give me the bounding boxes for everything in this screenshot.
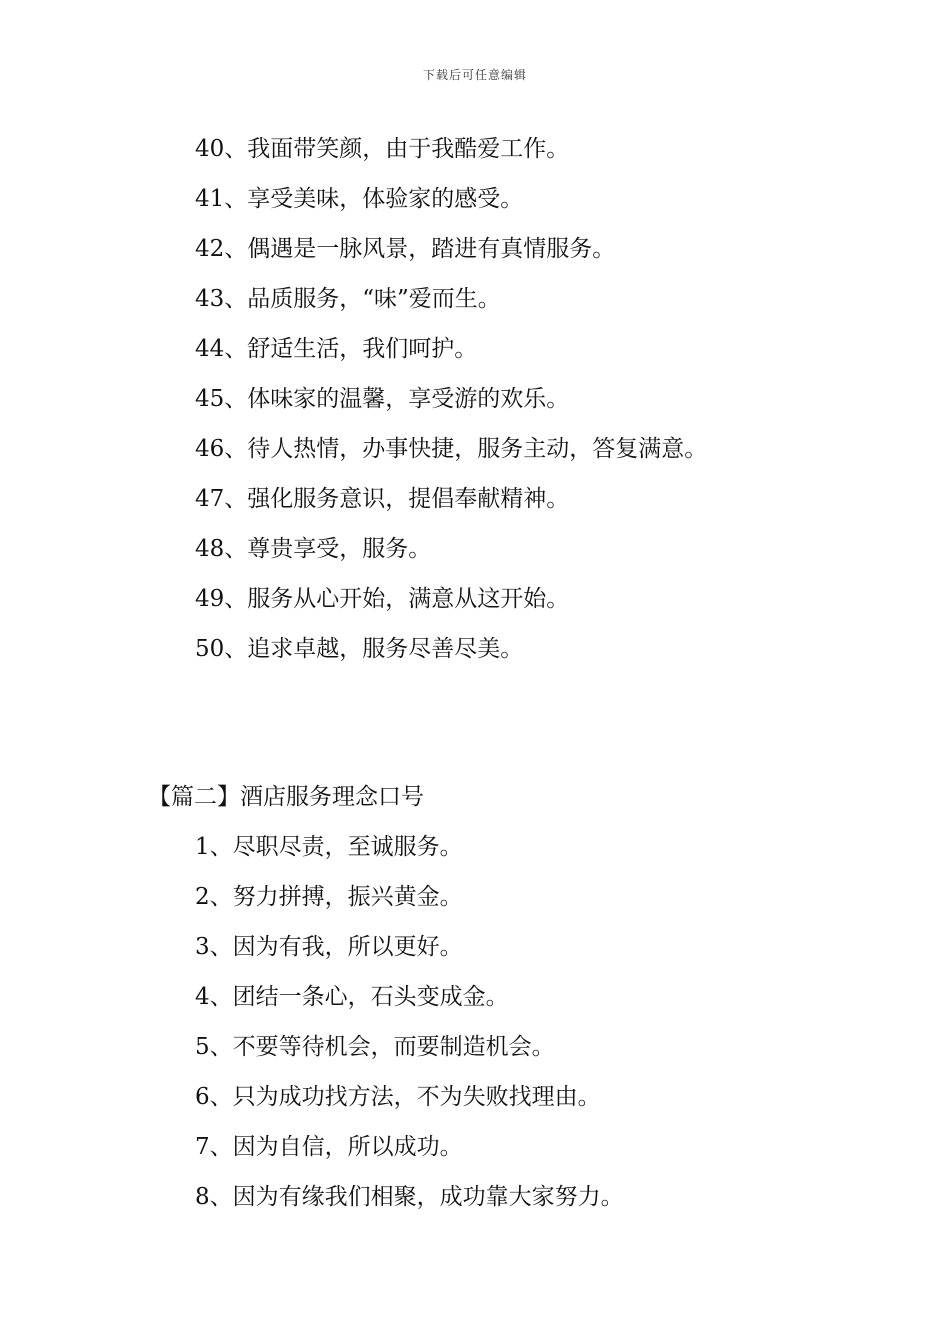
section-heading: 【篇二】酒店服务理念口号 bbox=[148, 784, 424, 810]
list-item: 44、舒适生活，我们呵护。 bbox=[195, 336, 478, 362]
list-item: 7、因为自信，所以成功。 bbox=[195, 1134, 463, 1160]
list-item: 2、努力拼搏，振兴黄金。 bbox=[195, 884, 463, 910]
list-item: 43、品质服务，“味”爱而生。 bbox=[195, 286, 501, 312]
list-item: 46、待人热情，办事快捷，服务主动，答复满意。 bbox=[195, 436, 708, 462]
list-item: 50、追求卓越，服务尽善尽美。 bbox=[195, 636, 524, 662]
list-item: 3、因为有我，所以更好。 bbox=[195, 934, 463, 960]
list-item: 47、强化服务意识，提倡奉献精神。 bbox=[195, 486, 570, 512]
page-header-note: 下载后可任意编辑 bbox=[422, 68, 527, 82]
list-item: 42、偶遇是一脉风景，踏进有真情服务。 bbox=[195, 236, 616, 262]
list-item: 1、尽职尽责，至诚服务。 bbox=[195, 834, 463, 860]
list-item: 40、我面带笑颜，由于我酷爱工作。 bbox=[195, 136, 570, 162]
list-item: 6、只为成功找方法，不为失败找理由。 bbox=[195, 1084, 601, 1110]
slogan-list-2 bbox=[195, 829, 624, 1229]
list-item: 5、不要等待机会，而要制造机会。 bbox=[195, 1034, 555, 1060]
list-item: 49、服务从心开始，满意从这开始。 bbox=[195, 586, 570, 612]
list-item: 41、享受美味，体验家的感受。 bbox=[195, 186, 524, 212]
slogan-list-1 bbox=[195, 131, 707, 681]
list-item: 45、体味家的温馨，享受游的欢乐。 bbox=[195, 386, 570, 412]
list-item: 48、尊贵享受，服务。 bbox=[195, 536, 432, 562]
list-item: 8、因为有缘我们相聚，成功靠大家努力。 bbox=[195, 1184, 624, 1210]
list-item: 4、团结一条心，石头变成金。 bbox=[195, 984, 509, 1010]
